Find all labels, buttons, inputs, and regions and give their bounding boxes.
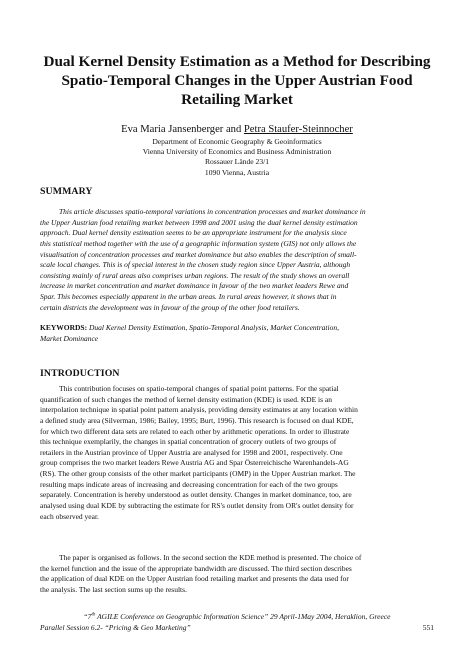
title-line: Retailing Market [181,91,293,108]
summary-heading: SUMMARY [40,186,93,197]
affiliation-line: Department of Economic Geography & Geoinformatics [152,137,322,146]
keywords-text: Market Dominance [40,333,99,343]
text-line: quantification of such changes the method of kernel density estimation (KDE) is used. KDE is an [40,394,333,404]
page-number: 551 [422,622,434,632]
text-line: certain districts the development was in favour of the group of the other food retailers. [40,302,300,312]
text-line: consisting mainly of rural areas also comprises urban regions. The result of the study shows an overall [40,270,350,280]
affiliation-line: Vienna University of Economics and Business Administration [142,147,332,157]
affiliation-line: Rossauer Lände 23/1 [204,157,270,167]
keywords-paragraph [40,323,434,344]
text-line: interpolation technique in spatial point pattern analysis, providing density estimates at any location within [40,405,358,415]
text-line: (RS). The other group consists of the other market participants (OMP) in the Upper Austrian market. The [40,469,356,479]
title-line: Spatio-Temporal Changes in the Upper Austrian Food [61,72,413,89]
introduction-heading: INTRODUCTION [40,368,120,379]
title-line: Dual Kernel Density Estimation as a Method for Describing [43,53,431,70]
text-line: This contribution focuses on spatio-temporal changes of spatial point patterns. For the spatial [59,384,339,393]
text-line: for which two different data sets are related to each other by arithmetic operations. In order to illustrate [40,426,350,436]
text-line: resulting maps indicate areas of increasing and decreasing concentration for each of the two groups [40,479,338,489]
conference-line: “7th AGILE Conference on Geographic Information Science” 29 April-1May 2004, Heraklion, Greece [83,612,391,621]
affiliation-block [40,137,434,178]
text-line: This article discusses spatio-temporal variations in concentration processes and market dominance in [59,207,366,216]
author-link[interactable]: Petra Staufer-Steinnocher [243,124,353,135]
session-line: Parallel Session 6.2- “Pricing & Geo Marketing” 551 [40,622,434,632]
introduction-paragraph [40,384,434,522]
summary-paragraph [40,207,434,313]
text-line: analysed using dual KDE by subtracting the estimate for RS's outlet density from OR's outlet density for [40,501,354,511]
text-line: the Upper Austrian food retailing market between 1998 and 2001 using the dual kernel density estimation [40,217,358,227]
text-line: retailers in the Austrian province of Upper Austria are analysed for 1998 and 2001, respectively. One [40,447,343,457]
text-line: the application of dual KDE on the Upper Austrian food retailing market and presents the data used for [40,574,349,584]
text-line: a defined study area (Silverman, 1986; Bailey, 1995; Burt, 1996). This research is focused on dual KDE, [40,415,354,425]
page-footer [40,612,434,634]
text-line: each observed year. [40,511,99,521]
keywords-text: Dual Kernel Density Estimation, Spatio-Temporal Analysis, Market Concentration, [87,323,339,332]
introduction-paragraph [40,553,434,596]
text-line: the analysis. The last section sums up the results. [40,584,187,594]
text-line: approach. Dual kernel density estimation seems to be an appropriate instrument for the analysis since [40,228,347,238]
keywords-label: KEYWORDS: [40,323,88,332]
author-name: Eva Maria Jansenberger and [121,124,244,135]
paper-title [40,52,434,109]
text-line: this technique exemplarily, the changes in spatial concentration of grocery outlets of two groups of [40,437,337,447]
text-line: the kernel function and the issue of the appropriate bandwidth are discussed. The third section describes [40,563,352,573]
text-line: separately. Concentration is hereby understood as outlet density. Changes in market dominance, too, are [40,490,352,500]
text-line: Spar. This becomes especially apparent in the urban areas. In rural areas however, it shows that in [40,292,337,302]
text-line: group comprises the two market leaders Rewe Austria AG and Spar Österreichische Warenhandels-AG [40,458,349,468]
text-line: scale local changes. This is of special interest in the chosen study region since Upper Austria, although [40,260,351,270]
affiliation-line: 1090 Vienna, Austria [204,167,270,177]
text-line: this statistical method together with the use of a geographic information system (GIS) not only allows the [40,238,357,248]
text-line: The paper is organised as follows. In the second section the KDE method is presented. The choice of [59,553,362,562]
text-line: visualisation of concentration processes and market dominance but also enables the description of small- [40,249,357,259]
text-line: increase in market concentration and market dominance in favour of the two market leaders Rewe and [40,281,349,291]
author-line [40,124,434,136]
